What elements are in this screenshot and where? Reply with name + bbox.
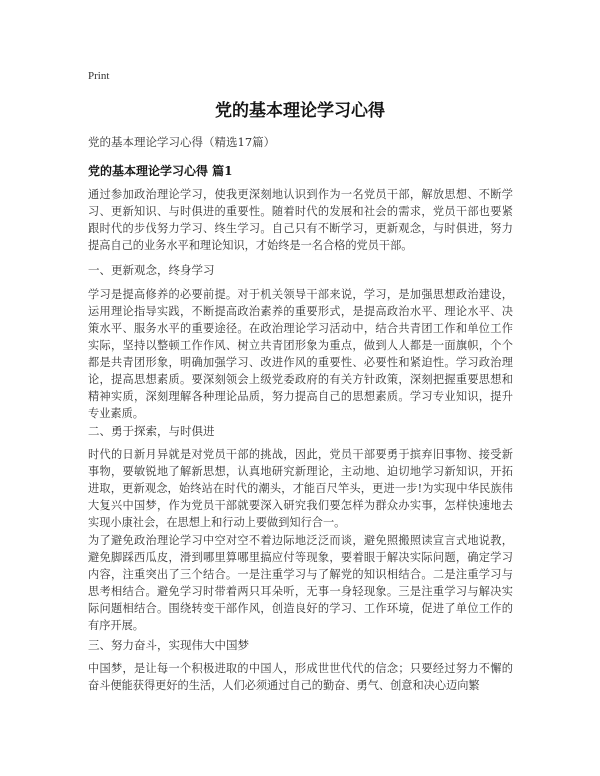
section-title: 党的基本理论学习心得 篇1 <box>88 164 233 178</box>
document-title: 党的基本理论学习心得 <box>215 101 385 121</box>
print-link[interactable]: Print <box>88 70 110 82</box>
paragraph-4: 中国梦，是让每一个积极进取的中国人，形成世世代代的信念；只要经过努力不懈的奋斗便能获得更好的生活，人们必须通过自己的勤奋、勇气、创意和决心迈向繁 <box>88 662 513 692</box>
paragraph-2: 时代的日新月异就是对党员干部的挑战，因此，党员干部要勇于摈弃旧事物、接受新事物，要敏锐地了解新思想，认真地研究新理论，主动地、迫切地学习新知识，开拓进取，更新观念，始终站在时代的潮头，才能百尺竿头，更进一步!为实现中华民族伟大复兴中国梦，作为党员干部就要深入研究我们要怎样为群众办实事，怎样快速地去实现小康社会，在思想上和行动上要做到知行合一。 <box>88 448 513 529</box>
document-subtitle: 党的基本理论学习心得（精选17篇） <box>88 135 276 149</box>
paragraph-1: 学习是提高修养的必要前提。对于机关领导干部来说，学习，是加强思想政治建设，运用理论指导实践，不断提高政治素养的重要形式，是提高政治水平、理论水平、决策水平、服务水平的重要途径。在政治理论学习活动中，结合共青团工作和单位工作实际，坚持以整顿工作作风、树立共青团形象为重点，做到人人都是一面旗帜，个个都是共青团形象，明确加强学习、改进作风的重要性、必要性和紧迫性。学习政治理论，提高思想素质。要深刻领会上级党委政府的有关方针政策，深刻把握重要思想和精神实质，深刻理解各种理论品质，努力提高自己的思想素质。学习专业知识，提升专业素质。 <box>88 288 513 420</box>
heading-2: 二、勇于探索，与时俱进 <box>88 424 215 438</box>
heading-1: 一、更新观念，终身学习 <box>88 263 215 277</box>
paragraph-3: 为了避免政治理论学习中空对空不着边际地泛泛而谈，避免照搬照读宣言式地说教，避免脚踩西瓜皮，滑到哪里算哪里搞应付等现象，要着眼于解决实际问题，确定学习内容，注重突出了三个结合。一是注重学习与了解党的知识相结合。二是注重学习与思考相结合。避免学习时带着两只耳朵听，无事一身轻现象。三是注重学习与解决实际问题相结合。围绕转变干部作风，创造良好的学习、工作环境，促进了单位工作的有序开展。 <box>88 534 513 632</box>
heading-3: 三、努力奋斗，实现伟大中国梦 <box>88 638 249 652</box>
paragraph-intro: 通过参加政治理论学习，使我更深刻地认识到作为一名党员干部，解放思想、不断学习、更新知识、与时俱进的重要性。随着时代的发展和社会的需求，党员干部也要紧跟时代的步伐努力学习、终生学习。自己只有不断学习，更新观念，与时俱进，努力提高自己的业务水平和理论知识，才始终是一名合格的党员干部。 <box>88 188 513 252</box>
